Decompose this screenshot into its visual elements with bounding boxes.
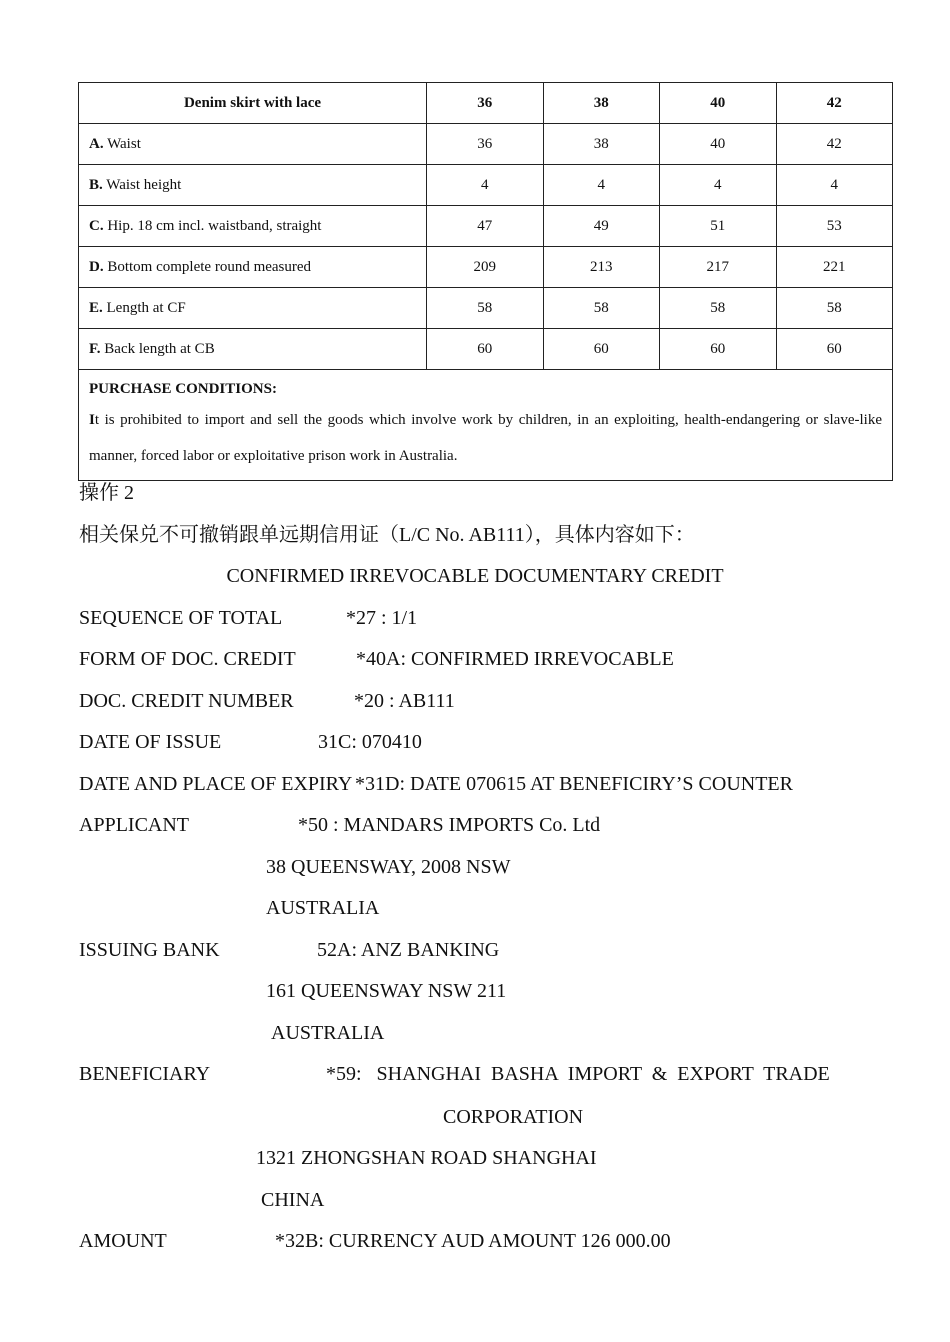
form-label: FORM OF DOC. CREDIT: [79, 648, 296, 670]
purchase-conditions-text: [89, 402, 882, 474]
row-text: Length at CF: [102, 299, 186, 316]
table-cell: 36: [427, 124, 544, 165]
table-cell: 38: [543, 124, 660, 165]
expiry-label: DATE AND PLACE OF EXPIRY: [79, 773, 353, 795]
table-cell: 51: [660, 206, 777, 247]
header-cell: Denim skirt with lace: [79, 83, 427, 124]
table-cell: 49: [543, 206, 660, 247]
table-cell: 58: [543, 288, 660, 329]
row-code: A.: [89, 135, 104, 152]
purchase-conditions-cell: [79, 370, 893, 481]
beneficiary-value: *59: SHANGHAI BASHA IMPORT & EXPORT TRADE: [326, 1063, 830, 1085]
row-label: [79, 165, 427, 206]
row-label: [79, 288, 427, 329]
beneficiary-address: 1321 ZHONGSHAN ROAD SHANGHAI: [256, 1147, 597, 1169]
applicant-address: 38 QUEENSWAY, 2008 NSW: [266, 856, 511, 878]
table-cell: 58: [660, 288, 777, 329]
table-row: [79, 288, 893, 329]
row-label: [79, 247, 427, 288]
beneficiary-value-cont: CORPORATION: [443, 1106, 584, 1128]
table-cell: 213: [543, 247, 660, 288]
table-cell: 221: [776, 247, 893, 288]
size-spec-table: [78, 82, 893, 481]
conditions-body: t is prohibited to import and sell the goods which involve work by children, in an exploiting, health-endangering or slave-like manner, forced labor or exploitative prison work in Australia.: [89, 412, 882, 464]
table-cell: 4: [543, 165, 660, 206]
table-row: [79, 329, 893, 370]
table-row: [79, 247, 893, 288]
table-cell: 53: [776, 206, 893, 247]
issue-date-value: 31C: 070410: [318, 731, 422, 753]
issuing-bank-value: 52A: ANZ BANKING: [317, 939, 500, 961]
table-cell: 60: [776, 329, 893, 370]
row-text: Waist: [103, 135, 141, 152]
issuing-bank-country: AUSTRALIA: [271, 1022, 385, 1044]
beneficiary-label: BENEFICIARY: [79, 1063, 211, 1085]
row-text: Hip. 18 cm incl. waistband, straight: [103, 217, 322, 234]
row-code: F.: [89, 340, 101, 357]
table-cell: 4: [776, 165, 893, 206]
expiry-value: *31D: DATE 070615 AT BENEFICIRY’S COUNTER: [355, 773, 793, 795]
header-cell: 42: [776, 83, 893, 124]
credit-number-label: DOC. CREDIT NUMBER: [79, 690, 294, 712]
row-label: [79, 329, 427, 370]
purchase-conditions-row: [79, 370, 893, 481]
table-cell: 60: [543, 329, 660, 370]
table-cell: 217: [660, 247, 777, 288]
table-cell: 60: [427, 329, 544, 370]
row-label: [79, 124, 427, 165]
table-cell: 47: [427, 206, 544, 247]
row-code: B.: [89, 176, 103, 193]
row-text: Bottom complete round measured: [103, 258, 312, 275]
row-code: C.: [89, 217, 104, 234]
row-code: D.: [89, 258, 104, 275]
applicant-label: APPLICANT: [79, 814, 190, 836]
table-cell: 4: [660, 165, 777, 206]
applicant-country: AUSTRALIA: [266, 897, 380, 919]
table-cell: 42: [776, 124, 893, 165]
credit-title: CONFIRMED IRREVOCABLE DOCUMENTARY CREDIT: [226, 565, 724, 587]
header-cell: 36: [427, 83, 544, 124]
issuing-bank-label: ISSUING BANK: [79, 939, 220, 961]
table-cell: 209: [427, 247, 544, 288]
beneficiary-country: CHINA: [261, 1189, 325, 1211]
sequence-label: SEQUENCE OF TOTAL: [79, 607, 283, 629]
table-cell: 58: [776, 288, 893, 329]
table-header-row: [79, 83, 893, 124]
applicant-value: *50 : MANDARS IMPORTS Co. Ltd: [298, 814, 601, 836]
table-cell: 4: [427, 165, 544, 206]
purchase-conditions-title: PURCHASE CONDITIONS:: [89, 381, 277, 397]
table-row: [79, 124, 893, 165]
table-cell: 60: [660, 329, 777, 370]
amount-value: *32B: CURRENCY AUD AMOUNT 126 000.00: [275, 1230, 671, 1252]
issue-date-label: DATE OF ISSUE: [79, 731, 222, 753]
form-value: *40A: CONFIRMED IRREVOCABLE: [356, 648, 674, 670]
credit-number-value: *20 : AB111: [354, 690, 455, 712]
header-cell: 40: [660, 83, 777, 124]
header-cell: 38: [543, 83, 660, 124]
table-row: [79, 206, 893, 247]
row-code: E.: [89, 299, 103, 316]
operation-heading: 操作 2: [79, 482, 134, 504]
table-row: [79, 165, 893, 206]
conditions-initial: I: [89, 412, 95, 428]
row-label: [79, 206, 427, 247]
table-cell: 58: [427, 288, 544, 329]
issuing-bank-address: 161 QUEENSWAY NSW 211: [266, 980, 507, 1002]
table-cell: 40: [660, 124, 777, 165]
sequence-value: *27 : 1/1: [346, 607, 418, 629]
intro-text: 相关保兑不可撤销跟单远期信用证（L/C No. AB111），具体内容如下：: [79, 524, 695, 546]
amount-label: AMOUNT: [79, 1230, 167, 1252]
row-text: Waist height: [102, 176, 182, 193]
row-text: Back length at CB: [100, 340, 215, 357]
